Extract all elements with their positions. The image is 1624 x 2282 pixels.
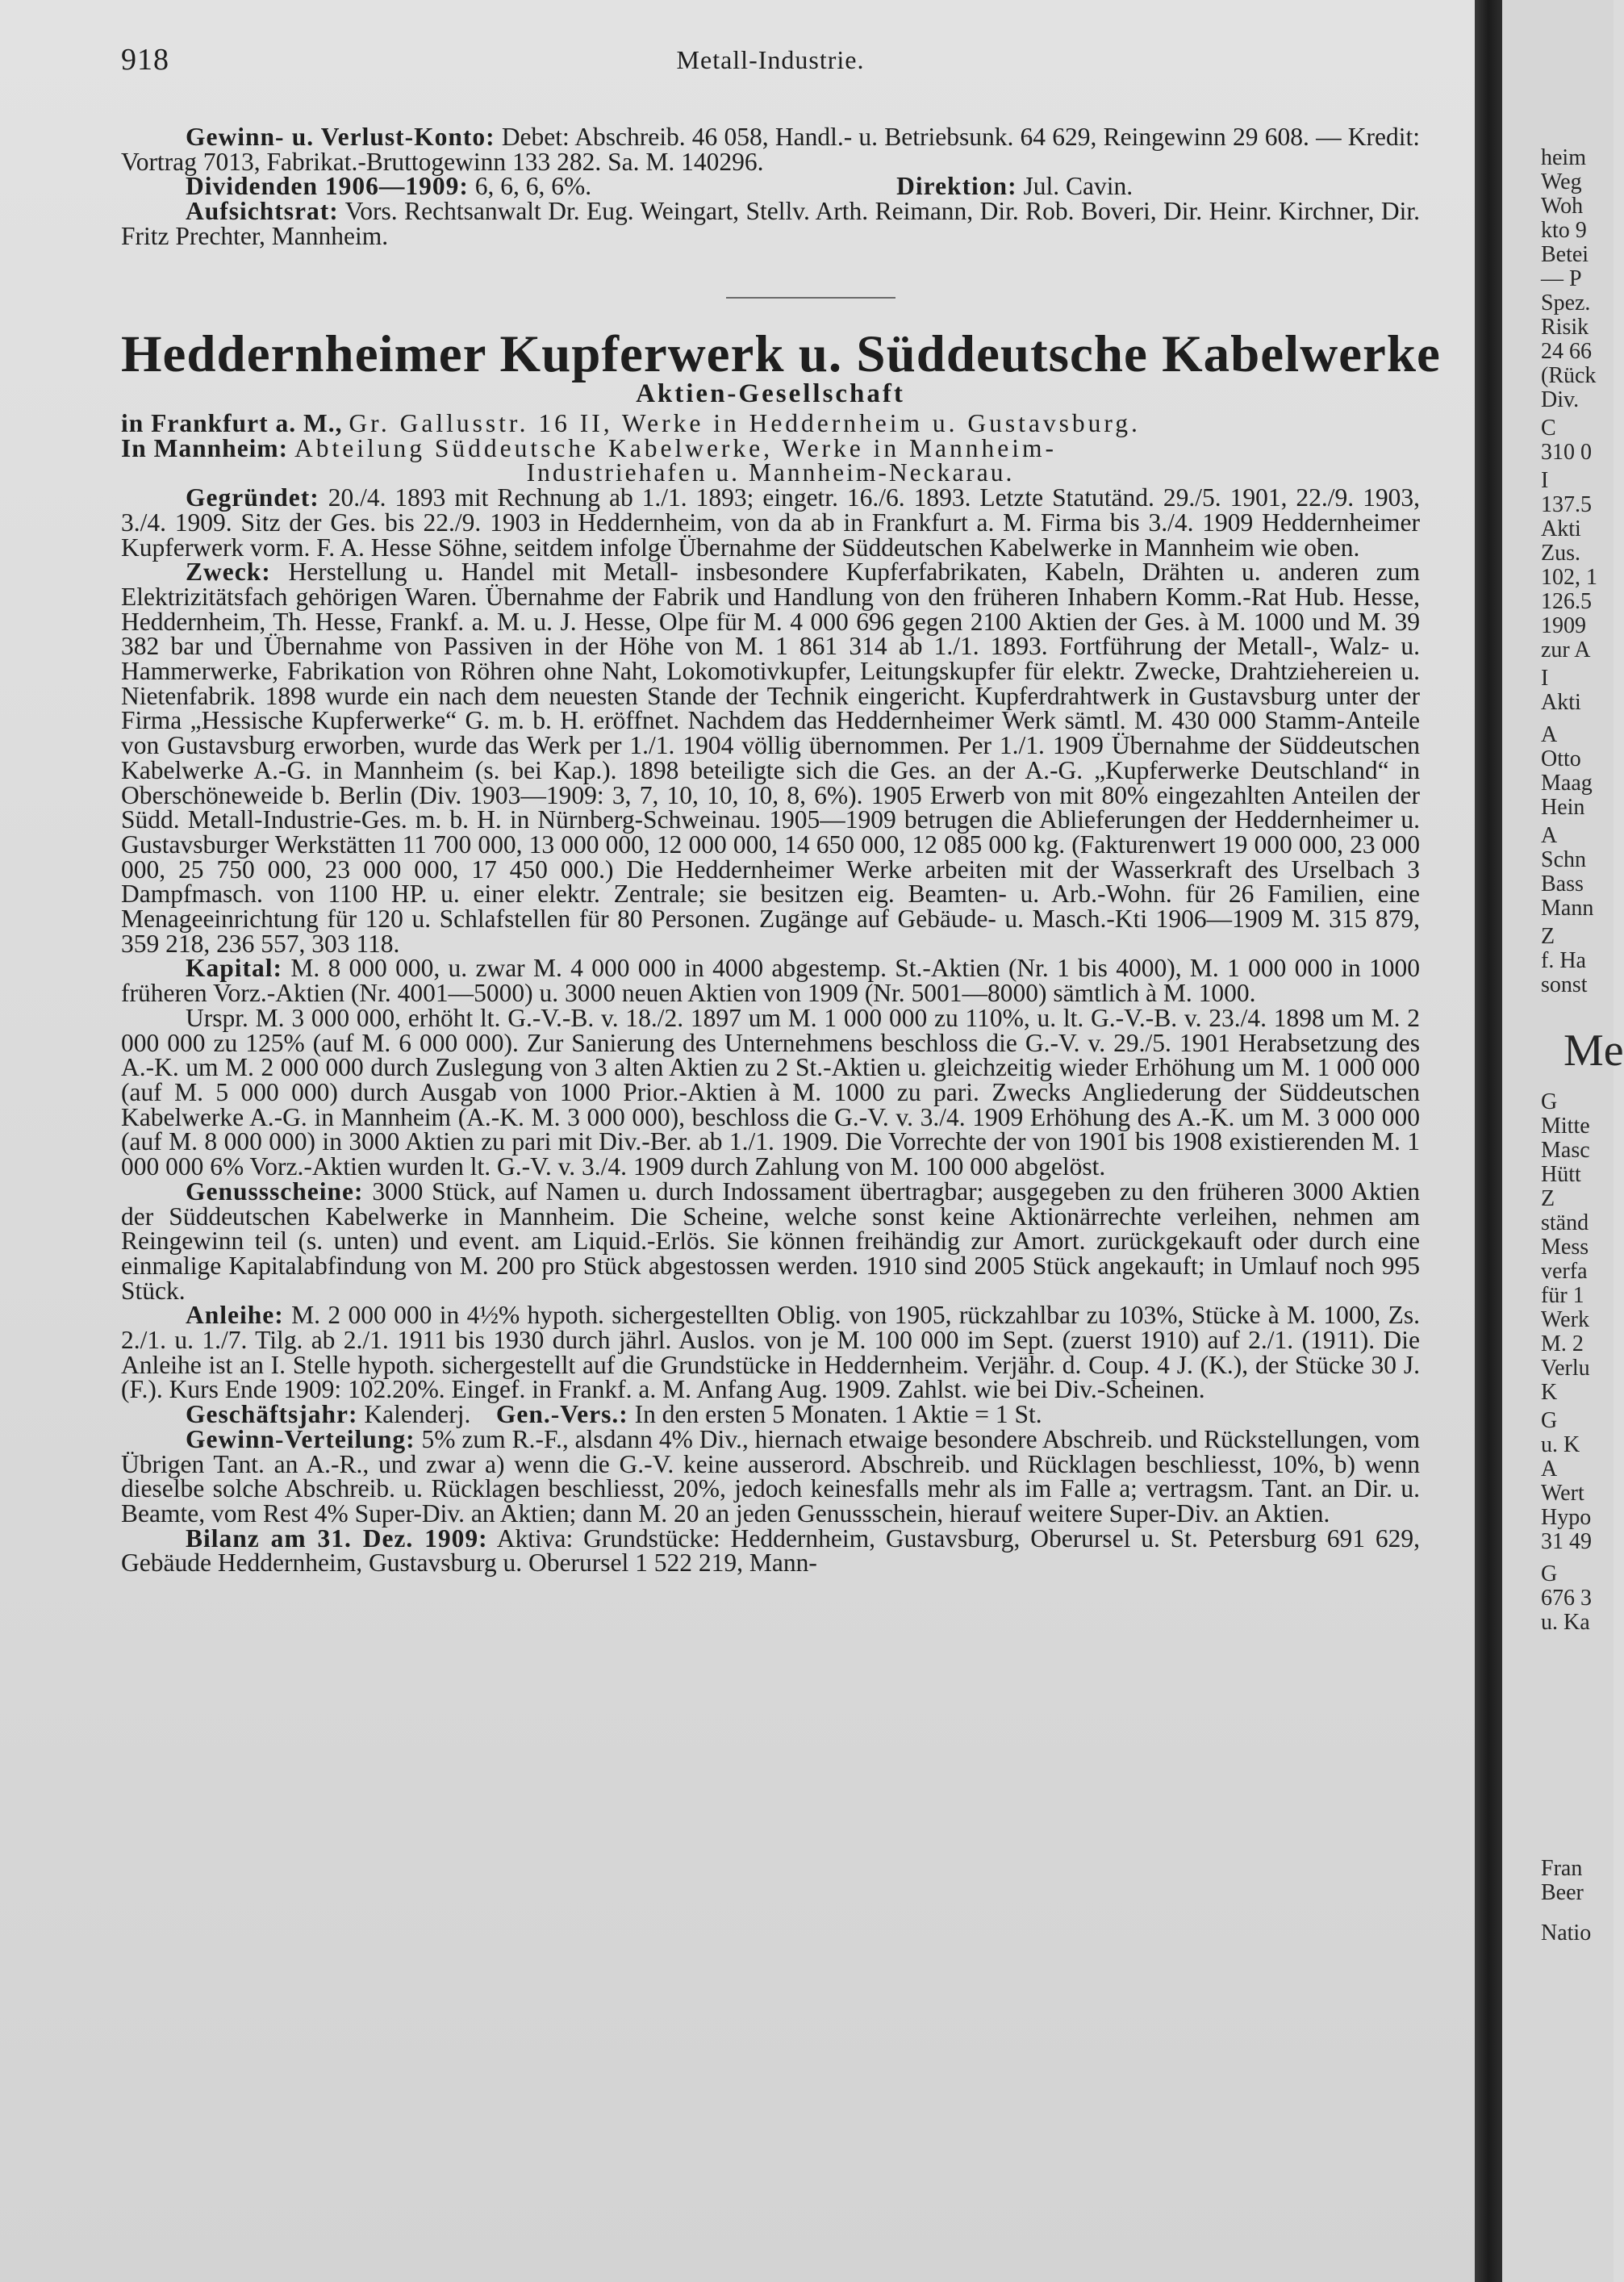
adjacent-column-fragment: Z (1541, 1186, 1555, 1211)
adjacent-column-fragment: 31 49 (1541, 1529, 1592, 1554)
location-mannheim-text: Abteilung Süddeutsche Kabelwerke, Werke in Mannheim- (294, 433, 1057, 462)
direktion-text: Jul. Cavin. (1023, 172, 1133, 201)
adjacent-column-fragment: Schn (1541, 847, 1586, 872)
adjacent-column-fragment: Spez. (1541, 290, 1591, 316)
previous-entry (121, 125, 1420, 249)
location-mannheim-city: In Mannheim: (121, 433, 289, 462)
adjacent-column-fragment: G (1541, 1408, 1558, 1433)
adjacent-column-fragment: 310 0 (1541, 440, 1592, 465)
gv-konto-text: Debet: Abschreib. 46 058, Handl.- u. Betriebsunk. 64 629, Reingewinn 29 608. — Kredit: Vortrag 7013, Fabrikat.-Bruttogewinn 133 282. Sa. M. 140296. (121, 123, 1420, 176)
adjacent-column-fragment: Div. (1541, 387, 1580, 412)
aufsichtsrat-label: Aufsichtsrat: (186, 197, 339, 226)
adjacent-column-fragment: Risik (1541, 315, 1589, 340)
adjacent-column-fragment: G (1541, 1561, 1558, 1586)
adjacent-column-fragment: (Rück (1541, 363, 1597, 388)
gen-vers-label: Gen.-Vers.: (495, 1400, 628, 1429)
genussscheine-text: 3000 Stück, auf Namen u. durch Indossament übertragbar; ausgegeben zu den früheren 3000 Aktien der Süddeutschen Kabelwerke in Mannheim. Die Scheine, welche sonst keine Aktionärrechte verleihen, nehmen am Reingewinn teil (s. unten) und event. am Liquid.-Erlös. Sie können freihändig zur Amort. zurückgekauft oder durch eine einmalige Kapitalabfindung von M. 200 pro Stück abgestossen werden. 1910 sind 2005 Stück angekauft; in Umlauf noch 995 Stück. (121, 1177, 1420, 1305)
anleihe-label: Anleihe: (186, 1301, 284, 1330)
entry-subtitle: Aktien-Gesellschaft (636, 379, 905, 408)
bilanz-label: Bilanz am 31. Dez. 1909: (186, 1523, 488, 1553)
adjacent-column-fragment: A (1541, 1457, 1558, 1482)
adjacent-column-fragment: Betei (1541, 242, 1589, 267)
location-frankfurt-city: in Frankfurt a. M., (121, 409, 343, 437)
adjacent-column-fragment: 102, 1 (1541, 565, 1597, 590)
geschaeftsjahr-paragraph (121, 1402, 1420, 1427)
location-mannheim (121, 433, 1420, 487)
location-mannheim-cont: Industriehafen u. Mannheim-Neckarau. (526, 458, 1015, 487)
kapital-paragraph (121, 954, 1421, 1008)
gv-konto-paragraph (121, 125, 1420, 174)
direktion-label: Direktion: (896, 172, 1017, 201)
anleihe-paragraph (121, 1303, 1420, 1402)
entry-body (121, 409, 1421, 1578)
adjacent-column-fragment: für 1 (1541, 1283, 1584, 1308)
genussscheine-paragraph (121, 1177, 1420, 1305)
dividends-label: Dividenden 1906—1909: (186, 172, 469, 201)
location-frankfurt-text: Gr. Gallusstr. 16 II, Werke in Heddernheim u. Gustavsburg. (349, 409, 1141, 437)
adjacent-column-fragment: Mitte (1541, 1114, 1590, 1139)
adjacent-column-fragment: Weg (1541, 169, 1582, 194)
bilanz-paragraph (121, 1523, 1420, 1578)
adjacent-column-fragment: u. K (1541, 1432, 1580, 1457)
separator-rule (726, 297, 895, 299)
adjacent-column-fragment: Maag (1541, 771, 1593, 796)
adjacent-column-fragment: A (1541, 823, 1558, 848)
gewinn-verteilung-paragraph (121, 1424, 1420, 1528)
entry-title: Heddernheimer Kupferwerk u. Süddeutsche Kabelwerke (121, 325, 1441, 383)
gv-konto-label: Gewinn- u. Verlust-Konto: (186, 123, 495, 151)
location-frankfurt (121, 409, 1420, 437)
dividends-text: 6, 6, 6, 6%. (474, 172, 592, 201)
adjacent-column-fragment: f. Ha (1541, 948, 1586, 973)
adjacent-column-fragment: Me (1563, 1026, 1624, 1076)
adjacent-column-fragment: Masc (1541, 1138, 1590, 1163)
adjacent-column-fragment: Otto (1541, 746, 1581, 771)
aufsichtsrat-paragraph (121, 199, 1420, 249)
gegruendet-paragraph (121, 483, 1421, 562)
adjacent-column-fragment: Fran (1541, 1856, 1583, 1881)
dividends-paragraph (121, 174, 1420, 199)
adjacent-column-fragment: Hein (1541, 795, 1585, 820)
kapital-label: Kapital: (186, 954, 283, 983)
anleihe-text: M. 2 000 000 in 4½% hypoth. sichergestellten Oblig. von 1905, rückzahlbar zu 103%, Stücke à M. 1000, Zs. 2./1. u. 1./7. Tilg. ab 2./1. 1911 bis 1930 durch jährl. Auslos. von je M. 100 000 im Sept. (zuerst 1910) auf 2./1. (1911). Die Anleihe ist an I. Stelle hypoth. sichergestellt auf die Grundstücke in Heddernheim. Verjähr. d. Coup. 4 J. (K.), der Stücke 30 J. (F.). Kurs Ende 1909: 102.20%. Eingef. in Frankf. a. M. Anfang Aug. 1909. Zahlst. wie bei Div.-Scheinen. (121, 1301, 1420, 1404)
adjacent-column-fragment: Woh (1541, 194, 1584, 219)
adjacent-column-fragment: Mess (1541, 1235, 1589, 1260)
page-header (121, 42, 1420, 82)
aufsichtsrat-text: Vors. Rechtsanwalt Dr. Eug. Weingart, Stellv. Arth. Reimann, Dir. Rob. Boveri, Dir. Heinr. Kirchner, Dir. Fritz Prechter, Mannheim. (121, 197, 1420, 250)
geschaeftsjahr-text: Kalenderj. (364, 1400, 471, 1429)
book-gutter (1475, 0, 1502, 2282)
gewinn-verteilung-text: 5% zum R.-F., alsdann 4% Div., hiernach etwaige besondere Abschreib. und Rückstellungen, vom Übrigen Tant. an A.-R., und zwar a) wenn die G.-V. keine ausserord. Abschreib. und Rücklagen beschliesst, 10%, b) wenn dieselbe solche Abschreib. u. Rücklagen beschliesst, 20%, jedoch keinesfalls mehr als im Falle a; vertragsm. Tant. an Dir. u. Beamte, vom Rest 4% Super-Div. an Aktien; dann M. 20 an jeden Genussschein, hierauf weitere Super-Div. an Aktien. (121, 1424, 1420, 1528)
adjacent-column-fragment: Wert (1541, 1481, 1584, 1506)
adjacent-column-fragment: Werk (1541, 1307, 1589, 1332)
genussscheine-label: Genussscheine: (186, 1177, 364, 1206)
adjacent-column-fragment: I (1541, 468, 1549, 493)
adjacent-column-fragment: G (1541, 1089, 1558, 1114)
adjacent-column-fragment: Hütt (1541, 1162, 1581, 1187)
adjacent-column-fragment: — P (1541, 266, 1582, 291)
gen-vers-text: In den ersten 5 Monaten. 1 Aktie = 1 St. (634, 1400, 1042, 1429)
adjacent-column-fragment: 1909 (1541, 613, 1586, 638)
zweck-label: Zweck: (186, 558, 271, 587)
adjacent-column-fragment: 126.5 (1541, 589, 1592, 614)
adjacent-column-fragment: 137.5 (1541, 492, 1592, 517)
zweck-text: Herstellung u. Handel mit Metall- insbesondere Kupferfabrikaten, Kabeln, Drähten u. anderen zum Elektrizitätsfach gehörigen Waren. Übernahme der Fabrik und Handlung von den früheren Inhabern Komm.-Rat Hub. Hesse, Heddernheim, Th. Hesse, Frankf. a. M. u. J. Hesse, Olpe für M. 4 000 696 gegen 2100 Aktien der Ges. à M. 1000 und M. 39 382 bar und Übernahme von Passiven in der Höhe von M. 1 861 314 ab 1./1. 1893. Fortführung der Metall-, Walz- u. Hammerwerke, Fabrikation von Röhren ohne Naht, Lokomotivkupfer, Leitungskupfer für elektr. Zwecke, Drahtziehereien u. Nietenfabrik. 1898 wurde ein nach dem neuesten Stande der Technik eingericht. Kupferdrahtwerk in Gustavsburg unter der Firma „Hessische Kupferwerke“ G. m. b. H. eröffnet. Nachdem das Heddernheimer Werk sämtl. M. 430 000 Stamm-Anteile von Gustavsburg erworben, wurde das Werk per 1./1. 1904 völlig übernommen. Per 1./1. 1909 Übernahme der Süddeutschen Kabelwerke A.-G. in Mannheim (s. bei Kap.). 1898 beteiligte sich die Ges. an der A.-G. „Kupferwerke Deutschland“ in Oberschöneweide b. Berlin (Div. 1903—1909: 3, 7, 10, 10, 10, 8, 6%). 1905 Erwerb von mit 80% eingezahlten Anteilen der Südd. Metall-Industrie-Ges. m. b. H. in Nürnberg-Schweinau. 1905—1909 betrugen die Ablieferungen der Heddernheimer u. Gustavsburger Werkstätten 11 700 000, 13 000 000, 12 000 000, 14 650 000, 12 085 000 kg. (Fakturenwert 19 000 000, 23 000 000, 25 750 000, 23 000 000, 17 450 000.) Die Heddernheimer Werke arbeiten mit der Wasserkraft des Urselbach 3 Dampfmasch. von 1100 HP. u. einer elektr. Zentrale; sie besitzen eig. Beamten- u. Arb.-Wohn. für 26 Familien, eine Menageeinrichtung für 120 u. Schlafstellen für 80 Personen. Zugänge auf Gebäude- u. Masch.-Kti 1906—1909 M. 315 879, 359 218, 236 557, 303 118. (121, 558, 1420, 958)
running-head: Metall-Industrie. (676, 45, 865, 74)
kapital-text: M. 8 000 000, u. zwar M. 4 000 000 in 4000 abgestemp. St.-Aktien (Nr. 1 bis 4000), M. 1 000 000 in 1000 früheren Vorz.-Aktien (Nr. 4001—5000) u. 3000 neuen Aktien von 1909 (Nr. 5001—8000) sämtlich à M. 1000. (121, 954, 1421, 1008)
adjacent-column-fragment: Zus. (1541, 541, 1580, 566)
adjacent-column-fragment: 676 3 (1541, 1586, 1592, 1611)
adjacent-column-fragment: kto 9 (1541, 218, 1587, 243)
adjacent-page-column (1502, 0, 1624, 2282)
adjacent-column-fragment: A (1541, 722, 1558, 747)
zweck-paragraph (121, 560, 1420, 956)
adjacent-column-fragment: zur A (1541, 637, 1591, 662)
kapital-history-paragraph: Urspr. M. 3 000 000, erhöht lt. G.-V.-B. v. 18./2. 1897 um M. 1 000 000 zu 110%, u. lt. G.-V.-B. v. 23./4. 1898 um M. 2 000 000 zu 125% (auf M. 6 000 000). Zur Sanierung des Unternehmens beschloss die G.-V. v. 29./5. 1901 Herabsetzung des A.-K. um M. 2 000 000 durch Zuslegung von 3 alten Aktien zu 2 St.-Aktien u. gleichzeitig wieder Erhöhung um M. 1 000 000 (auf M. 5 000 000) durch Ausgab von 1000 Prior.-Aktien à M. 1000 zu pari. Zwecks Angliederung der Süddeutschen Kabelwerke A.-G. in Mannheim (A.-K. M. 3 000 000), beschloss die G.-V. v. 3./4. 1909 Erhöhung des A.-K. um M. 3 000 000 (auf M. 8 000 000) in 3000 Aktien zu pari mit Div.-Ber. ab 1./1. 1909. Die Vorrechte der von 1901 bis 1908 existierenden M. 1 000 000 6% Vorz.-Aktien wurden lt. G.-V. v. 3./4. 1909 durch Zahlung von M. 100 000 abgelöst. (121, 1003, 1420, 1181)
adjacent-column-fragment: Hypo (1541, 1505, 1592, 1530)
geschaeftsjahr-label: Geschäftsjahr: (186, 1400, 358, 1429)
adjacent-column-fragment: Beer (1541, 1880, 1584, 1905)
adjacent-column-fragment: Bass (1541, 871, 1584, 896)
gegruendet-label: Gegründet: (186, 483, 319, 512)
adjacent-column-fragment: Natio (1541, 1920, 1592, 1946)
adjacent-column-fragment: Akti (1541, 516, 1581, 541)
adjacent-column-fragment: 24 66 (1541, 339, 1592, 364)
adjacent-column-fragment: C (1541, 416, 1556, 441)
adjacent-column-fragment: Z (1541, 924, 1555, 949)
page-number: 918 (121, 43, 169, 77)
adjacent-column-fragment: heim (1541, 145, 1586, 170)
bilanz-text: Aktiva: Grundstücke: Heddernheim, Gustavsburg, Oberursel u. St. Petersburg 691 629, Gebäude Heddernheim, Gustavsburg u. Oberursel 1 522 219, Mann- (121, 1523, 1420, 1578)
adjacent-column-fragment: Mann (1541, 896, 1594, 921)
adjacent-column-fragment: ständ (1541, 1210, 1589, 1235)
adjacent-column-fragment: I (1541, 666, 1549, 691)
gewinn-verteilung-label: Gewinn-Verteilung: (186, 1424, 415, 1453)
adjacent-column-fragment: sonst (1541, 972, 1588, 997)
adjacent-column-fragment: K (1541, 1380, 1558, 1405)
gegruendet-text: 20./4. 1893 mit Rechnung ab 1./1. 1893; eingetr. 16./6. 1893. Letzte Statutänd. 29./5. 1901, 22./9. 1903, 3./4. 1909. Sitz der Ges. bis 22./9. 1903 in Heddernheim, von da ab in Frankfurt a. M. Firma bis 3./4. 1909 Heddernheimer Kupferwerk vorm. F. A. Hesse Söhne, seitdem infolge Übernahme der Süddeutschen Kabelwerke in Mannheim wie oben. (121, 483, 1421, 562)
adjacent-column-fragment: Verlu (1541, 1356, 1590, 1381)
adjacent-column-fragment: M. 2 (1541, 1331, 1584, 1356)
adjacent-column-fragment: u. Ka (1541, 1610, 1590, 1635)
adjacent-column-fragment: Akti (1541, 690, 1581, 715)
adjacent-column-fragment: verfa (1541, 1259, 1588, 1284)
